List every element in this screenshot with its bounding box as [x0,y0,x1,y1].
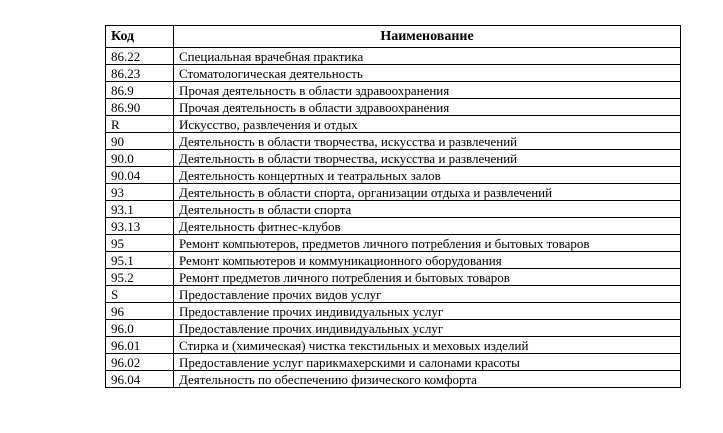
table-row [106,320,681,337]
table-header-row [106,26,681,48]
column-header-code: Код [106,26,174,48]
activity-codes-table [105,25,681,388]
cell-code: 95.1 [106,252,174,269]
cell-name: Деятельность фитнес-клубов [174,218,681,235]
table-row [106,116,681,133]
cell-code: R [106,116,174,133]
cell-name: Деятельность по обеспечению физического комфорта [174,371,681,388]
table-row [106,65,681,82]
cell-code: S [106,286,174,303]
cell-code: 86.9 [106,82,174,99]
cell-name: Стоматологическая деятельность [174,65,681,82]
cell-code: 90 [106,133,174,150]
cell-code: 86.23 [106,65,174,82]
table-body [106,48,681,388]
table-row [106,371,681,388]
cell-code: 95 [106,235,174,252]
cell-code: 86.22 [106,48,174,65]
table-row [106,48,681,65]
table-row [106,184,681,201]
cell-code: 86.90 [106,99,174,116]
cell-code: 93.13 [106,218,174,235]
table-row [106,269,681,286]
table-row [106,354,681,371]
cell-name: Деятельность в области творчества, искусства и развлечений [174,133,681,150]
table-row [106,99,681,116]
table-row [106,167,681,184]
cell-name: Ремонт компьютеров, предметов личного потребления и бытовых товаров [174,235,681,252]
cell-name: Прочая деятельность в области здравоохранения [174,99,681,116]
table-row [106,303,681,320]
cell-code: 93 [106,184,174,201]
table-row [106,337,681,354]
cell-name: Предоставление услуг парикмахерскими и салонами красоты [174,354,681,371]
cell-code: 95.2 [106,269,174,286]
cell-name: Прочая деятельность в области здравоохранения [174,82,681,99]
cell-code: 90.04 [106,167,174,184]
cell-name: Искусство, развлечения и отдых [174,116,681,133]
cell-code: 90.0 [106,150,174,167]
cell-name: Предоставление прочих видов услуг [174,286,681,303]
table-row [106,133,681,150]
cell-name: Деятельность в области спорта [174,201,681,218]
table-row [106,150,681,167]
cell-name: Предоставление прочих индивидуальных услуг [174,320,681,337]
table-row [106,201,681,218]
cell-name: Ремонт предметов личного потребления и бытовых товаров [174,269,681,286]
table-head [106,26,681,48]
cell-name: Деятельность в области спорта, организации отдыха и развлечений [174,184,681,201]
table-row [106,235,681,252]
table-row [106,252,681,269]
cell-code: 93.1 [106,201,174,218]
column-header-name: Наименование [174,26,681,48]
cell-code: 96.02 [106,354,174,371]
cell-code: 96.01 [106,337,174,354]
cell-name: Специальная врачебная практика [174,48,681,65]
table-row [106,286,681,303]
cell-name: Предоставление прочих индивидуальных услуг [174,303,681,320]
cell-code: 96 [106,303,174,320]
cell-name: Деятельность в области творчества, искусства и развлечений [174,150,681,167]
cell-code: 96.04 [106,371,174,388]
table-row [106,218,681,235]
cell-name: Деятельность концертных и театральных залов [174,167,681,184]
cell-name: Стирка и (химическая) чистка текстильных и меховых изделий [174,337,681,354]
cell-name: Ремонт компьютеров и коммуникационного оборудования [174,252,681,269]
table-row [106,82,681,99]
cell-code: 96.0 [106,320,174,337]
